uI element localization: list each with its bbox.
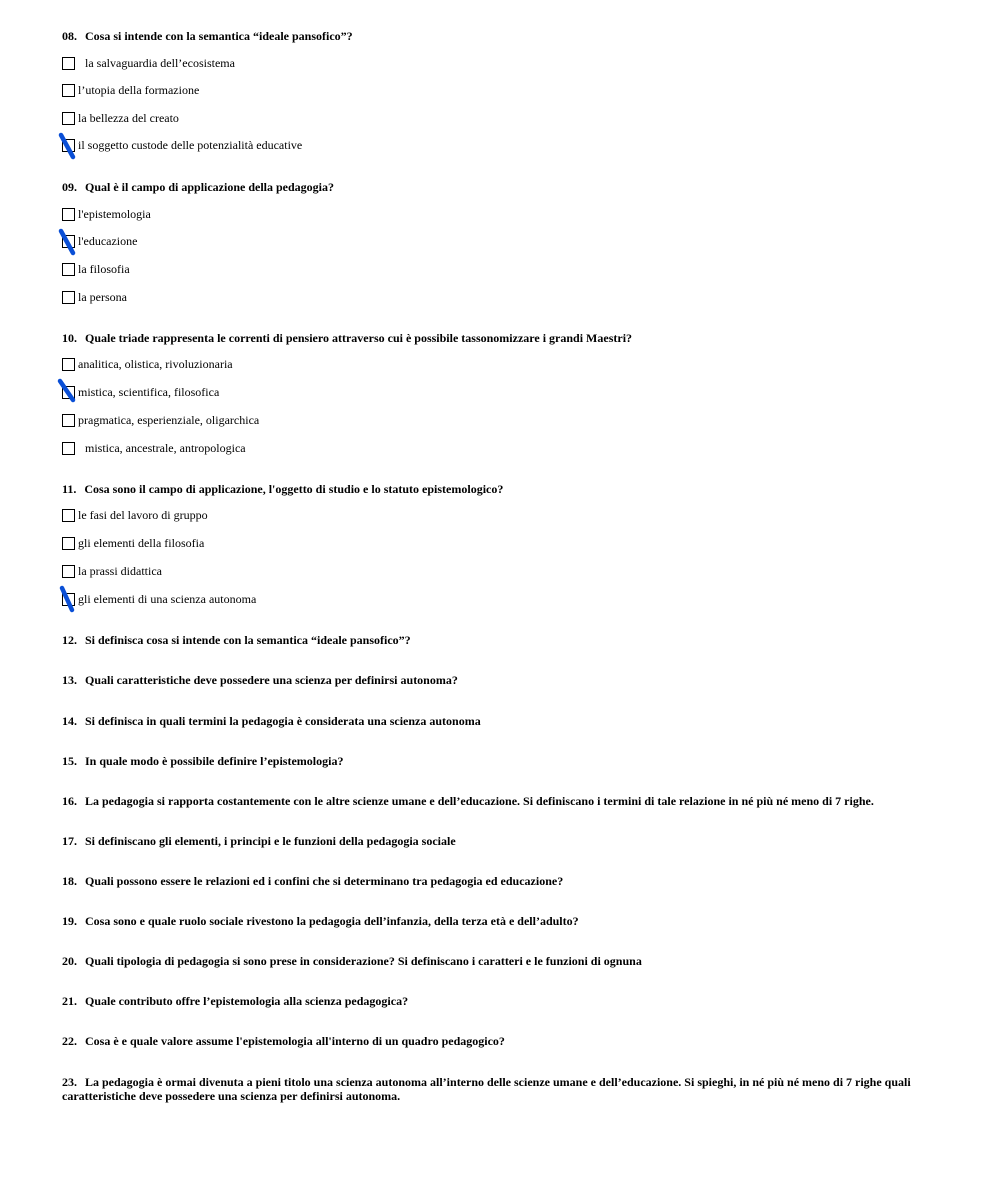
option-09-b[interactable] <box>62 233 137 249</box>
question-number: 13. <box>62 673 77 687</box>
option-label: pragmatica, esperienziale, oligarchica <box>78 412 260 427</box>
option-label: la bellezza del creato <box>78 110 179 125</box>
question-number: 09. <box>62 180 77 194</box>
question-number: 21. <box>62 994 77 1008</box>
option-label: mistica, ancestrale, antropologica <box>85 440 246 455</box>
checkbox[interactable] <box>62 537 75 550</box>
question-23 <box>62 1075 932 1103</box>
option-label: il soggetto custode delle potenzialità educative <box>78 137 303 152</box>
question-text: Cosa sono il campo di applicazione, l'oggetto di studio e lo statuto epistemologico? <box>84 482 504 496</box>
checkbox[interactable] <box>62 84 75 97</box>
option-11-b[interactable] <box>62 535 204 551</box>
option-label: l'educazione <box>78 233 138 248</box>
question-text: Quale contributo offre l’epistemologia alla scienza pedagogica? <box>85 994 409 1008</box>
checkbox-checked[interactable] <box>62 386 75 399</box>
option-10-b[interactable] <box>62 384 219 400</box>
question-11 <box>62 482 503 496</box>
question-text: Si definisca in quali termini la pedagogia è considerata una scienza autonoma <box>85 714 481 728</box>
option-label: la persona <box>78 289 127 304</box>
checkbox[interactable] <box>62 57 75 70</box>
question-18 <box>62 874 563 888</box>
option-08-b[interactable] <box>62 82 199 98</box>
option-label: le fasi del lavoro di gruppo <box>78 507 208 522</box>
option-08-c[interactable] <box>62 110 179 126</box>
question-number: 20. <box>62 954 77 968</box>
checkbox[interactable] <box>62 358 75 371</box>
checkbox[interactable] <box>62 208 75 221</box>
option-08-d[interactable] <box>62 137 302 153</box>
question-number: 22. <box>62 1034 77 1048</box>
checkbox-checked[interactable] <box>62 593 75 606</box>
option-label: la prassi didattica <box>78 563 162 578</box>
checkbox[interactable] <box>62 442 75 455</box>
question-number: 14. <box>62 714 77 728</box>
question-number: 16. <box>62 794 77 808</box>
option-label: la filosofia <box>78 261 130 276</box>
check-mark-icon <box>59 229 77 255</box>
question-text: Cosa sono e quale ruolo sociale rivestono la pedagogia dell’infanzia, della terza età e dell’adulto? <box>85 914 579 928</box>
question-text: Cosa è e quale valore assume l'epistemologia all'interno di un quadro pedagogico? <box>85 1034 505 1048</box>
question-08 <box>62 29 353 43</box>
option-08-a[interactable] <box>62 55 235 71</box>
question-number: 10. <box>62 331 77 345</box>
question-09 <box>62 180 334 194</box>
checkbox-checked[interactable] <box>62 139 75 152</box>
question-text: Quale triade rappresenta le correnti di pensiero attraverso cui è possibile tassonomizzare i grandi Maestri? <box>85 331 633 345</box>
question-text: La pedagogia si rapporta costantemente con le altre scienze umane e dell’educazione. Si definiscano i termini di tale relazione in né più né meno di 7 righe. <box>85 794 874 808</box>
question-number: 08. <box>62 29 77 43</box>
question-17 <box>62 834 456 848</box>
checkbox[interactable] <box>62 414 75 427</box>
question-14 <box>62 714 481 728</box>
question-number: 12. <box>62 633 77 647</box>
question-12 <box>62 633 411 647</box>
option-10-c[interactable] <box>62 412 259 428</box>
option-09-d[interactable] <box>62 289 127 305</box>
question-number: 18. <box>62 874 77 888</box>
question-number: 11. <box>62 482 77 496</box>
option-11-c[interactable] <box>62 563 162 579</box>
question-number: 19. <box>62 914 77 928</box>
question-text: Quali possono essere le relazioni ed i confini che si determinano tra pedagogia ed educazione? <box>85 874 564 888</box>
question-text: Si definisca cosa si intende con la semantica “ideale pansofico”? <box>85 633 411 647</box>
checkbox[interactable] <box>62 112 75 125</box>
question-22 <box>62 1034 505 1048</box>
option-label: la salvaguardia dell’ecosistema <box>85 55 235 70</box>
option-label: l’utopia della formazione <box>78 82 200 97</box>
option-label: analitica, olistica, rivoluzionaria <box>78 356 233 371</box>
question-text: In quale modo è possibile definire l’epistemologia? <box>85 754 344 768</box>
question-number: 15. <box>62 754 77 768</box>
option-10-d[interactable] <box>62 440 246 456</box>
checkbox[interactable] <box>62 291 75 304</box>
question-text: Quali tipologia di pedagogia si sono prese in considerazione? Si definiscano i caratteri e le funzioni di ognuna <box>85 954 642 968</box>
question-number: 23. <box>62 1075 77 1089</box>
check-mark-icon <box>59 587 77 613</box>
option-label: gli elementi di una scienza autonoma <box>78 591 257 606</box>
check-mark-icon <box>59 380 77 406</box>
question-text: Si definiscano gli elementi, i principi e le funzioni della pedagogia sociale <box>85 834 456 848</box>
checkbox[interactable] <box>62 509 75 522</box>
option-label: l'epistemologia <box>78 206 151 221</box>
question-16 <box>62 794 874 808</box>
checkbox[interactable] <box>62 565 75 578</box>
question-number: 17. <box>62 834 77 848</box>
option-09-a[interactable] <box>62 206 151 222</box>
option-10-a[interactable] <box>62 356 233 372</box>
question-19 <box>62 914 579 928</box>
question-20 <box>62 954 642 968</box>
check-mark-icon <box>59 133 77 159</box>
question-21 <box>62 994 408 1008</box>
question-text: Quali caratteristiche deve possedere una scienza per definirsi autonoma? <box>85 673 458 687</box>
option-09-c[interactable] <box>62 261 130 277</box>
option-11-d[interactable] <box>62 591 256 607</box>
question-13 <box>62 673 458 687</box>
question-text: Qual è il campo di applicazione della pedagogia? <box>85 180 335 194</box>
option-11-a[interactable] <box>62 507 208 523</box>
question-text: La pedagogia è ormai divenuta a pieni titolo una scienza autonoma all’interno delle scienze umane e dell’educazione. Si spieghi, in né più né meno di 7 righe quali caratteristiche deve possedere una scienza per definirsi autonoma. <box>62 1075 911 1103</box>
checkbox[interactable] <box>62 263 75 276</box>
checkbox-checked[interactable] <box>62 235 75 248</box>
question-text: Cosa si intende con la semantica “ideale pansofico”? <box>85 29 353 43</box>
option-label: gli elementi della filosofia <box>78 535 205 550</box>
question-10 <box>62 331 632 345</box>
question-15 <box>62 754 343 768</box>
option-label: mistica, scientifica, filosofica <box>78 384 220 399</box>
